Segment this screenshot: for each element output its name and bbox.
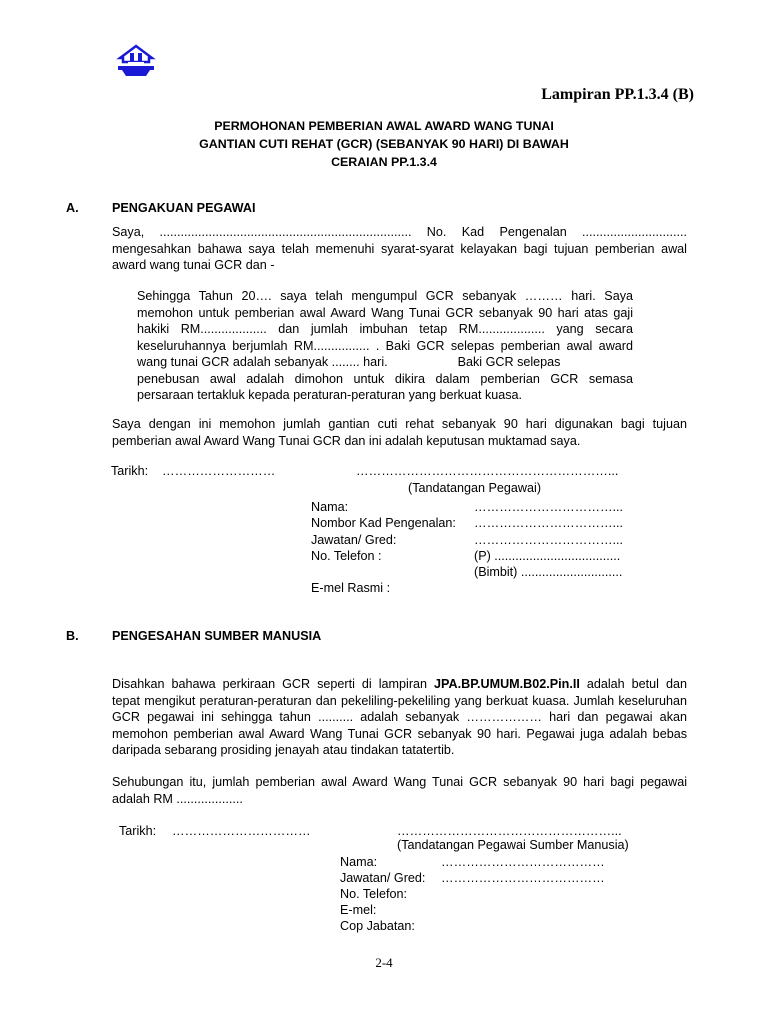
signature-line-hr[interactable]: ……………………………………………...: [397, 824, 622, 838]
field-value-telefon-p[interactable]: (P) ....................................: [474, 549, 621, 563]
text-line: persaraan tertakluk kepada peraturan-peraturan yang berkuat kuasa.: [137, 388, 523, 402]
section-a-heading: PENGAKUAN PEGAWAI: [112, 201, 256, 215]
document-title-line-2: GANTIAN CUTI REHAT (GCR) (SEBANYAK 90 HARI) DI BAWAH: [199, 137, 569, 151]
page-number: 2-4: [375, 955, 393, 970]
tarikh-field-a[interactable]: ………………………: [162, 464, 276, 478]
field-value-telefon-bimbit[interactable]: (Bimbit) .............................: [474, 565, 623, 579]
field-label-nama: Nama:: [311, 500, 349, 514]
signature-caption-hr: (Tandatangan Pegawai Sumber Manusia): [397, 838, 629, 852]
text-line: Sehubungan itu, jumlah pemberian awal Award Wang Tunai GCR sebanyak 90 hari bagi pegawai: [112, 775, 687, 789]
field-value-kad-pengenalan[interactable]: ……………………………...: [474, 516, 624, 530]
section-a-request-paragraph: [112, 416, 687, 449]
field-value-nama-hr[interactable]: …………………………………: [441, 855, 605, 869]
field-label-emel-rasmi: E-mel Rasmi :: [311, 581, 391, 595]
text-run: Disahkan bahawa perkiraan GCR seperti di lampiran: [112, 677, 435, 691]
signature-caption-pegawai: (Tandatangan Pegawai): [408, 481, 542, 495]
signature-line-pegawai[interactable]: ……………………………………………………...: [356, 464, 619, 478]
text-line: penebusan awal adalah dimohon untuk dikira dalam pemberian GCR semasa: [137, 371, 633, 386]
text-line: adalah RM ...................: [112, 791, 243, 806]
reference-code: JPA.BP.UMUM.B02.Pin.II: [434, 677, 580, 691]
text-line: wang tunai GCR adalah sebanyak ........ hari. Baki GCR selepas: [137, 355, 561, 369]
text-line: tepat mengikut peraturan-peraturan dan pekeliling-pekeliling yang berkuat kuasa. Jumlah keseluruhan: [112, 693, 687, 708]
field-value-nama[interactable]: ……………………………...: [474, 500, 624, 514]
text-line: Saya, ........................................................................ No. Kad Pengenalan ..............................: [112, 225, 687, 239]
tarikh-field-b[interactable]: ……………………………: [172, 824, 311, 838]
text-line: award wang tunai GCR dan -: [112, 258, 275, 272]
section-b-amount-paragraph: [112, 774, 687, 807]
section-a-letter: A.: [66, 201, 79, 215]
text-line: pemberian awal Award Wang Tunai GCR dan ini adalah keputusan muktamad saya.: [112, 433, 581, 448]
text-line: GCR pegawai ini sehingga tahun .......... adalah sebanyak ……………… hari dan pegawai akan: [112, 710, 687, 724]
section-a-indent-paragraph: [137, 288, 633, 404]
text-line: hakiki RM................... dan jumlah imbuhan tetap RM................... yang secara: [137, 322, 633, 336]
field-label-telefon-hr: No. Telefon:: [340, 887, 407, 901]
document-title-line-1: PERMOHONAN PEMBERIAN AWAL AWARD WANG TUNAI: [214, 119, 554, 133]
text-line: keseluruhannya berjumlah RM................ . Baki GCR selepas pemberian awal award: [137, 338, 633, 353]
field-label-jawatan-hr: Jawatan/ Gred:: [340, 871, 426, 885]
section-b-verification-paragraph: [112, 676, 687, 759]
tarikh-label-a: Tarikh:: [111, 464, 149, 478]
tarikh-label-b: Tarikh:: [119, 824, 157, 838]
text-run: adalah betul dan: [579, 677, 687, 691]
field-label-emel-hr: E-mel:: [340, 903, 377, 917]
text-line: Saya dengan ini memohon jumlah gantian cuti rehat sebanyak 90 hari digunakan bagi tujuan: [112, 417, 687, 431]
text-line: daripada sebarang prosiding jenayah atau tindakan tatatertib.: [112, 743, 455, 757]
text-line: [112, 676, 687, 693]
lampiran-reference: Lampiran PP.1.3.4 (B): [541, 86, 694, 103]
section-a-declaration: [112, 224, 687, 274]
text-line: Sehingga Tahun 20…. saya telah mengumpul GCR sebanyak ……… hari. Saya: [137, 289, 633, 303]
text-line: memohon untuk pemberian awal Award Wang Tunai GCR sebanyak 90 hari atas gaji: [137, 305, 633, 320]
document-title-line-3: CERAIAN PP.1.3.4: [331, 155, 437, 169]
field-label-kad-pengenalan: Nombor Kad Pengenalan:: [311, 516, 456, 530]
field-label-nama-hr: Nama:: [340, 855, 378, 869]
field-label-cop-jabatan: Cop Jabatan:: [340, 919, 415, 933]
section-b-letter: B.: [66, 629, 79, 643]
field-value-jawatan[interactable]: ……………………………...: [474, 533, 624, 547]
field-label-telefon: No. Telefon :: [311, 549, 382, 563]
field-value-jawatan-hr[interactable]: …………………………………: [441, 871, 605, 885]
text-line: memohon pemberian awal Award Wang Tunai GCR sebanyak 90 hari. Pegawai juga adalah bebas: [112, 726, 687, 741]
house-logo-icon: [116, 44, 156, 78]
text-line: mengesahkan bahawa saya telah memenuhi syarat-syarat kelayakan bagi tujuan pemberian awal: [112, 241, 687, 256]
field-label-jawatan: Jawatan/ Gred:: [311, 533, 397, 547]
section-b-heading: PENGESAHAN SUMBER MANUSIA: [112, 629, 322, 643]
